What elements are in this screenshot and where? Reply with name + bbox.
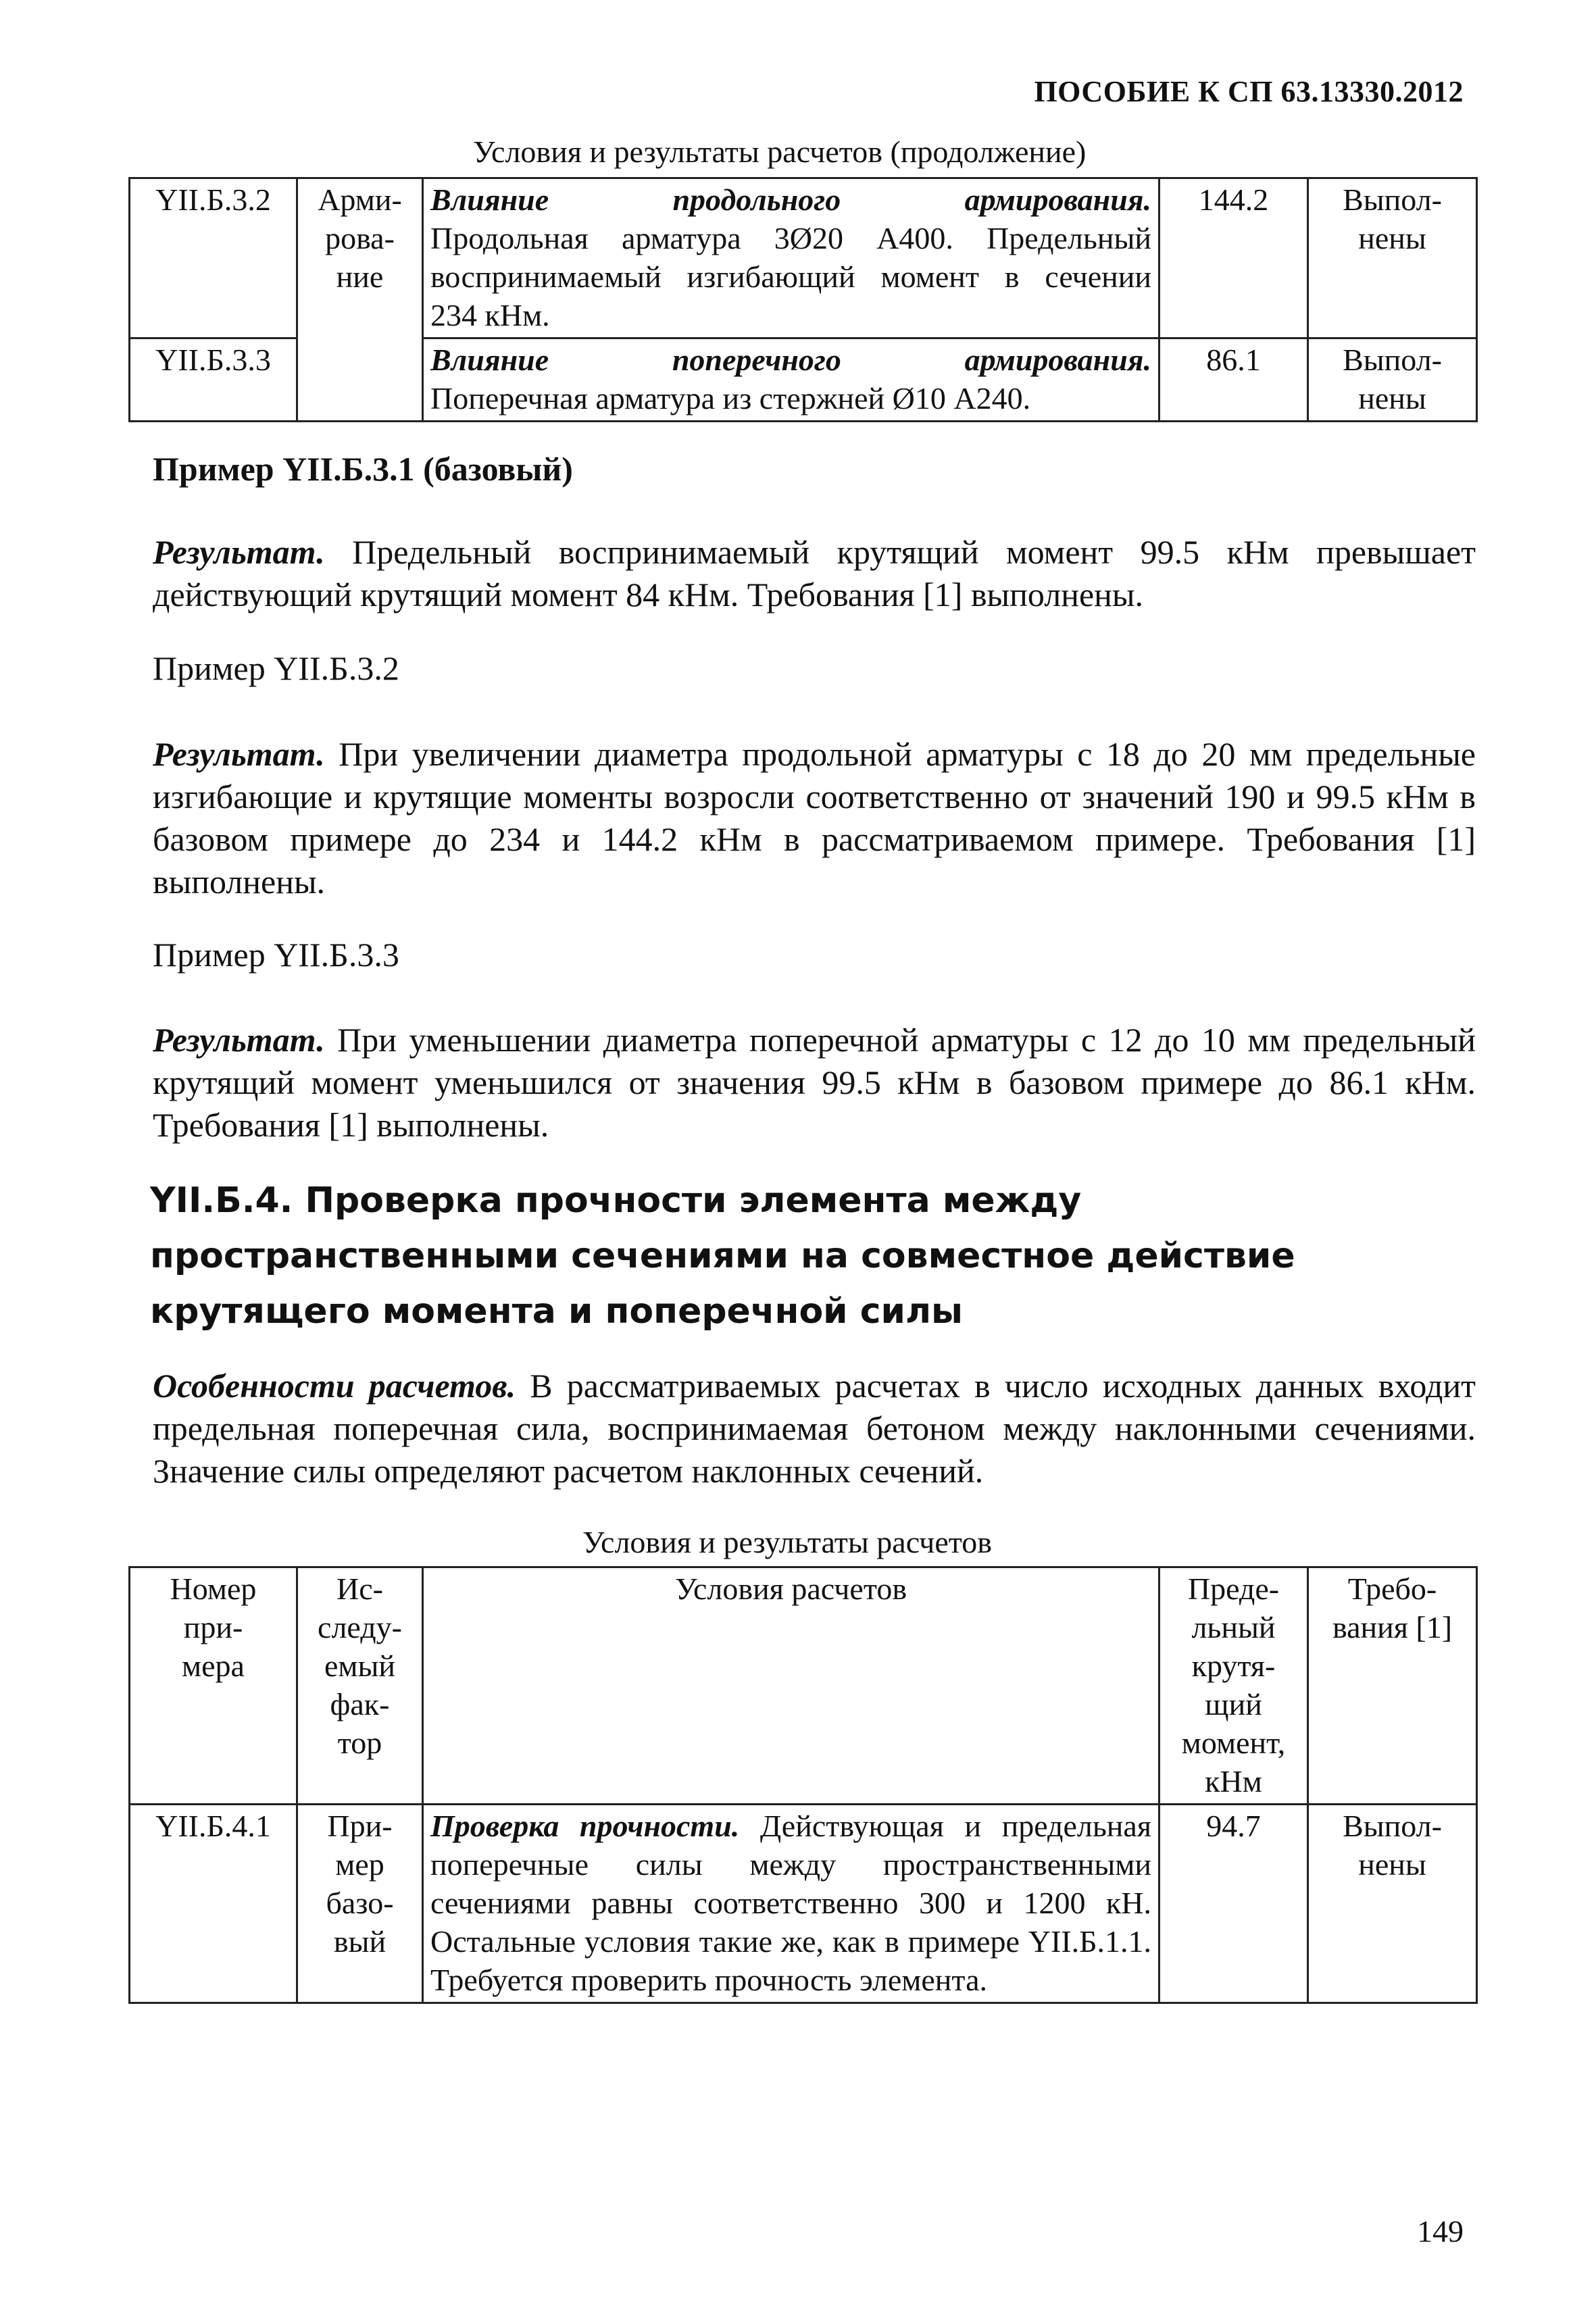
- condition-title: Влияние поперечного армирования.: [430, 343, 1151, 377]
- requirements-line: Выпол-: [1343, 343, 1442, 377]
- page-number: 149: [1417, 2214, 1464, 2248]
- condition-cell: [423, 178, 1159, 338]
- condition-cell: [423, 338, 1159, 422]
- factor-line: вый: [333, 1924, 386, 1959]
- example-title: Пример YII.Б.3.1 (базовый): [153, 450, 573, 488]
- section-features: [153, 1365, 1476, 1492]
- header-line: следу-: [318, 1610, 402, 1644]
- moment-value: 86.1: [1159, 338, 1308, 422]
- requirements-cell: [1308, 338, 1477, 422]
- requirements-line: Выпол-: [1343, 182, 1442, 217]
- example-number: YII.Б.4.1: [130, 1805, 297, 2003]
- table-header-row: [130, 1567, 1477, 1805]
- requirements-line: нены: [1358, 221, 1426, 255]
- example-result: [153, 733, 1476, 903]
- header-line: крутя-: [1191, 1649, 1276, 1683]
- factor-line: При-: [327, 1809, 393, 1843]
- features-text: В рассматриваемых расчетах в число исходных данных входит предельная поперечная сила, воспринимаемая бетоном между наклонными сечениями. Значение силы определяют расчетом наклонных сечений.: [153, 1367, 1476, 1490]
- header-line: фак-: [330, 1687, 390, 1721]
- example-title: Пример YII.Б.3.3: [153, 936, 399, 974]
- requirements-line: нены: [1358, 381, 1426, 416]
- factor-cell: [297, 1805, 423, 2003]
- example-result: [153, 531, 1476, 616]
- condition-line: Продольная арматура 3Ø20 А400. Предельный: [430, 221, 1151, 255]
- result-label: Результат.: [153, 735, 325, 773]
- factor-line: Арми-: [318, 182, 402, 217]
- header-factor: [297, 1567, 423, 1805]
- table-row: [130, 1805, 1477, 2003]
- header-line: тор: [337, 1726, 382, 1760]
- requirements-line: Выпол-: [1343, 1809, 1442, 1843]
- condition-title: Влияние продольного армирования.: [430, 182, 1151, 217]
- factor-line: ние: [336, 259, 384, 294]
- header-line: льный: [1191, 1610, 1276, 1644]
- header-line: кНм: [1205, 1764, 1262, 1799]
- header-line: мера: [182, 1649, 245, 1683]
- requirements-line: нены: [1358, 1847, 1426, 1882]
- condition-line: Поперечная арматура из стержней Ø10 А240.: [430, 381, 1031, 416]
- result-text: При увеличении диаметра продольной арматуры с 18 до 20 мм предельные изгибающие и крутящие моменты возросли соответственно от значений 190 и 99.5 кНм в базовом примере до 234 и 144.2 кНм в рассматриваемом примере. Требования [1] выполнены.: [153, 735, 1476, 901]
- example-result: [153, 1019, 1476, 1147]
- moment-value: 144.2: [1159, 178, 1308, 338]
- table1-caption: Условия и результаты расчетов (продолжение): [473, 134, 1087, 169]
- moment-value: 94.7: [1159, 1805, 1308, 2003]
- requirements-cell: [1308, 178, 1477, 338]
- requirements-cell: [1308, 1805, 1477, 2003]
- table-row: [130, 178, 1477, 338]
- header-line: Ис-: [336, 1571, 383, 1606]
- header-line: момент,: [1181, 1726, 1286, 1760]
- header-number: [130, 1567, 297, 1805]
- condition-line: 234 кНм.: [430, 298, 550, 332]
- header-line: Преде-: [1187, 1571, 1280, 1606]
- header-line: емый: [324, 1649, 396, 1683]
- table2: [128, 1566, 1478, 2004]
- header-line: щий: [1205, 1687, 1262, 1721]
- factor-cell: [297, 178, 423, 422]
- factor-line: мер: [335, 1847, 384, 1882]
- example-title: Пример YII.Б.3.2: [153, 649, 399, 687]
- header-requirements: [1308, 1567, 1477, 1805]
- section-heading: YII.Б.4. Проверка прочности элемента между пространственными сечениями на совместное действие крутящего момента и поперечной силы: [150, 1180, 1295, 1332]
- header-moment: [1159, 1567, 1308, 1805]
- header-line: Требо-: [1347, 1571, 1437, 1606]
- condition-line: воспринимаемый изгибающий момент в сечении: [430, 259, 1151, 294]
- result-text: При уменьшении диаметра поперечной арматуры с 12 до 10 мм предельный крутящий момент уменьшился от значения 99.5 кНм в базовом примере до 86.1 кНм. Требования [1] выполнены.: [153, 1021, 1476, 1144]
- header-conditions: Условия расчетов: [423, 1567, 1159, 1805]
- table2-caption: Условия и результаты расчетов: [582, 1525, 992, 1559]
- header-line: вания [1]: [1332, 1610, 1453, 1644]
- condition-cell: [423, 1805, 1159, 2003]
- example-number: YII.Б.3.3: [130, 338, 297, 422]
- example-number: YII.Б.3.2: [130, 178, 297, 338]
- result-label: Результат.: [153, 533, 325, 571]
- result-label: Результат.: [153, 1021, 325, 1059]
- condition-title: Проверка прочности.: [430, 1809, 740, 1843]
- table1: [128, 177, 1478, 422]
- features-label: Особенности расчетов.: [153, 1367, 516, 1405]
- result-text: Предельный воспринимаемый крутящий момент 99.5 кНм превышает действующий крутящий момент 84 кНм. Требования [1] выполнены.: [153, 533, 1476, 613]
- factor-line: базо-: [326, 1886, 394, 1920]
- factor-line: рова-: [325, 221, 395, 255]
- running-header: ПОСОБИЕ К СП 63.13330.2012: [1034, 75, 1464, 108]
- header-line: Номер: [170, 1571, 257, 1606]
- header-line: при-: [183, 1610, 243, 1644]
- condition-text: Действующая и предельная поперечные силы между пространственными сечениями равны соответственно 300 и 1200 кН. Остальные условия такие же, как в примере YII.Б.1.1. Требуется проверить прочность элемента.: [430, 1809, 1152, 1997]
